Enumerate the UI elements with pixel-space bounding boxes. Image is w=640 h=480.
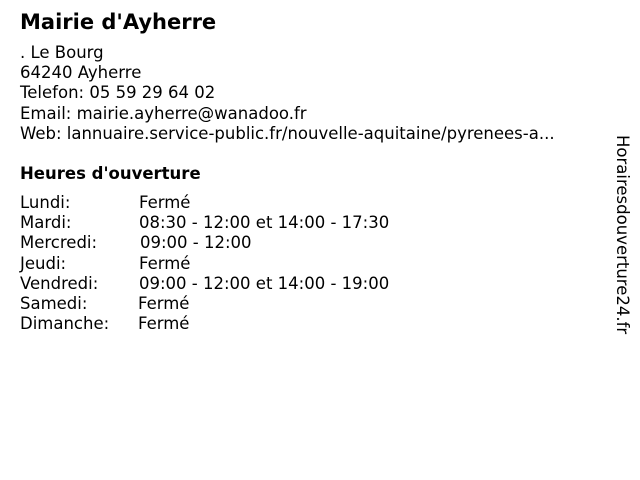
hours-row-tuesday [20, 213, 580, 233]
address-street: . Le Bourg [20, 43, 104, 62]
day-hours: Fermé [139, 253, 191, 273]
contact-info [20, 43, 555, 144]
day-hours: Fermé [138, 314, 190, 334]
hours-row-friday [20, 274, 580, 294]
hours-row-wednesday [20, 233, 580, 253]
day-label: Mercredi: [20, 233, 98, 253]
hours-row-saturday [20, 294, 580, 314]
day-hours: 08:30 - 12:00 et 14:00 - 17:30 [139, 213, 390, 233]
day-label: Lundi: [20, 193, 71, 212]
day-hours: 09:00 - 12:00 et 14:00 - 19:00 [139, 273, 390, 293]
phone-line: Telefon: 05 59 29 64 02 [20, 83, 216, 103]
web-line: Web: lannuaire.service-public.fr/nouvelle-aquitaine/pyrenees-a... [20, 123, 555, 143]
hours-heading: Heures d'ouverture [20, 164, 201, 183]
hours-row-monday [20, 193, 580, 213]
day-label: Vendredi: [20, 273, 99, 293]
hours-row-thursday [20, 254, 580, 274]
page-title: Mairie d'Ayherre [20, 10, 217, 34]
day-label: Dimanche: [20, 314, 110, 334]
day-label: Samedi: [20, 293, 88, 313]
hours-table [20, 193, 580, 334]
address-city: 64240 Ayherre [20, 63, 142, 83]
day-label: Mardi: [20, 213, 72, 233]
hours-row-sunday [20, 314, 580, 334]
day-hours: 09:00 - 12:00 [140, 233, 252, 253]
day-hours: Fermé [139, 193, 191, 212]
brand-watermark: Horairesdouverture24.fr [613, 135, 632, 335]
email-line: Email: mairie.ayherre@wanadoo.fr [20, 103, 307, 123]
day-hours: Fermé [138, 293, 190, 313]
day-label: Jeudi: [20, 253, 67, 273]
